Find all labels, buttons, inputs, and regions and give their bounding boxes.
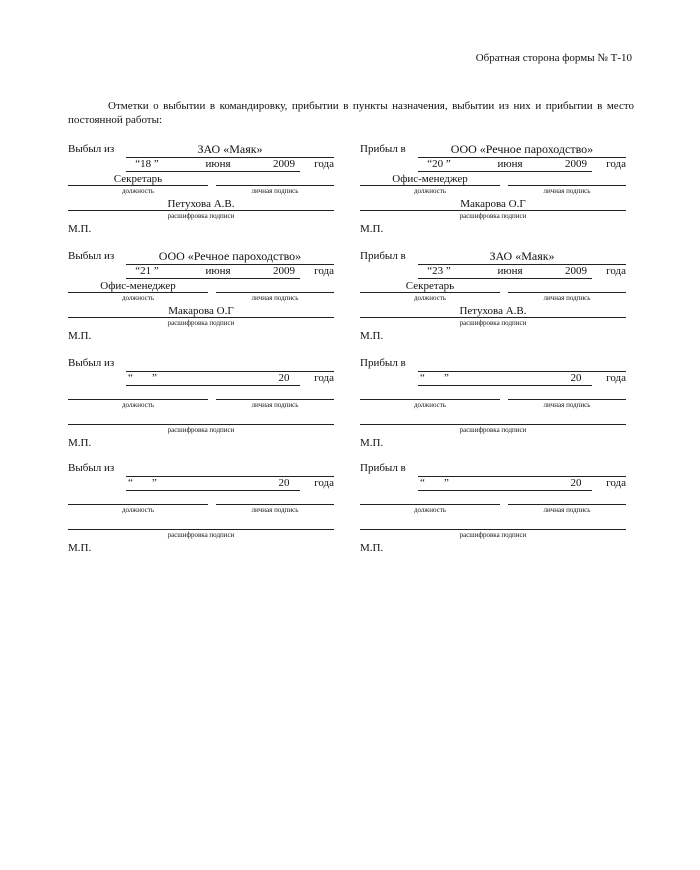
year-line[interactable] [560,490,592,491]
month-value: июня [497,158,523,170]
month-line[interactable] [460,490,560,491]
day-open-quote: “ [128,477,133,489]
month-line[interactable] [460,278,560,279]
signature-caption: личная подпись [543,401,591,409]
direction-label: Прибыл в [360,250,406,262]
direction-label: Выбыл из [68,143,115,155]
day-open-quote: “ [420,477,425,489]
signature-caption: личная подпись [543,294,591,302]
signature-line[interactable] [508,399,626,400]
name-value: Петухова А.В. [459,305,527,317]
direction-label: Выбыл из [68,250,115,262]
year-word: года [606,477,626,489]
signature-caption: личная подпись [251,401,299,409]
place-line[interactable] [418,371,626,372]
travel-mark-block [360,143,626,243]
decoding-line[interactable] [68,529,334,530]
position-line[interactable] [360,504,500,505]
year-word: года [606,372,626,384]
day-close-quote: ” [444,477,449,489]
decoding-caption: расшифровка подписи [459,319,527,327]
position-value: Офис-менеджер [392,173,468,185]
signature-caption: личная подпись [251,506,299,514]
stamp-label: М.П. [68,223,92,235]
travel-mark-block [68,143,334,243]
year-value: 2009 [565,158,587,170]
year-word: года [606,265,626,277]
year-word: года [314,265,334,277]
position-value: Секретарь [405,280,455,292]
day-value: “20 ” [427,158,451,170]
year-line[interactable] [560,171,592,172]
year-value: 20 [278,372,290,384]
travel-mark-block [360,250,626,350]
form-reference: Обратная сторона формы № Т-10 [475,52,632,64]
stamp-label: М.П. [360,330,384,342]
day-close-quote: ” [152,477,157,489]
position-line[interactable] [360,185,500,186]
year-word: года [314,477,334,489]
name-value: Макарова О.Г [460,198,526,210]
place-line[interactable] [126,476,334,477]
place-value: ООО «Речное пароходство» [450,142,594,156]
place-value: ООО «Речное пароходство» [158,249,302,263]
month-line[interactable] [168,171,268,172]
direction-label: Прибыл в [360,462,406,474]
decoding-line[interactable] [68,317,334,318]
direction-label: Прибыл в [360,143,406,155]
position-value: Офис-менеджер [100,280,176,292]
place-value: ЗАО «Маяк» [489,249,555,263]
decoding-line[interactable] [68,210,334,211]
travel-mark-block [360,357,626,457]
position-caption: должность [121,187,155,195]
stamp-label: М.П. [360,437,384,449]
decoding-caption: расшифровка подписи [459,426,527,434]
day-line[interactable] [418,171,460,172]
day-value: “23 ” [427,265,451,277]
decoding-caption: расшифровка подписи [459,212,527,220]
place-line[interactable] [126,371,334,372]
year-value: 2009 [273,265,295,277]
signature-caption: личная подпись [251,187,299,195]
direction-label: Прибыл в [360,357,406,369]
position-line[interactable] [68,399,208,400]
travel-mark-block [68,357,334,457]
month-line[interactable] [460,385,560,386]
decoding-line[interactable] [360,317,626,318]
decoding-caption: расшифровка подписи [167,212,235,220]
stamp-label: М.П. [360,223,384,235]
intro-text: Отметки о выбытии в командировку, прибытии в пункты назначения, выбытии из них и прибытии в место постоянной работы: [68,100,634,126]
position-line[interactable] [68,292,208,293]
year-value: 2009 [565,265,587,277]
decoding-line[interactable] [68,424,334,425]
day-value: “18 ” [135,158,159,170]
direction-label: Выбыл из [68,357,115,369]
position-caption: должность [121,401,155,409]
day-line[interactable] [126,490,168,491]
day-open-quote: “ [420,372,425,384]
day-line[interactable] [126,171,168,172]
year-line[interactable] [268,385,300,386]
decoding-caption: расшифровка подписи [459,531,527,539]
position-line[interactable] [360,292,500,293]
signature-line[interactable] [508,185,626,186]
decoding-caption: расшифровка подписи [167,319,235,327]
decoding-line[interactable] [360,424,626,425]
decoding-line[interactable] [360,529,626,530]
signature-line[interactable] [216,185,334,186]
signature-caption: личная подпись [543,187,591,195]
day-line[interactable] [418,278,460,279]
year-word: года [606,158,626,170]
signature-line[interactable] [216,504,334,505]
year-line[interactable] [268,490,300,491]
day-line[interactable] [126,278,168,279]
place-value: ЗАО «Маяк» [197,142,263,156]
signature-line[interactable] [216,399,334,400]
day-close-quote: ” [152,372,157,384]
year-word: года [314,158,334,170]
stamp-label: М.П. [360,542,384,554]
month-line[interactable] [460,171,560,172]
position-line[interactable] [360,399,500,400]
decoding-caption: расшифровка подписи [167,426,235,434]
month-value: июня [205,265,231,277]
position-caption: должность [121,294,155,302]
day-value: “21 ” [135,265,159,277]
stamp-label: М.П. [68,542,92,554]
position-value: Секретарь [113,173,163,185]
name-value: Петухова А.В. [167,198,235,210]
position-line[interactable] [68,504,208,505]
year-value: 20 [570,372,582,384]
day-line[interactable] [418,385,460,386]
year-line[interactable] [268,171,300,172]
month-line[interactable] [168,490,268,491]
year-value: 2009 [273,158,295,170]
signature-line[interactable] [216,292,334,293]
year-value: 20 [278,477,290,489]
name-value: Макарова О.Г [168,305,234,317]
year-line[interactable] [560,385,592,386]
position-caption: должность [413,187,447,195]
position-line[interactable] [68,185,208,186]
year-line[interactable] [268,278,300,279]
day-close-quote: ” [444,372,449,384]
month-value: июня [205,158,231,170]
decoding-caption: расшифровка подписи [167,531,235,539]
stamp-label: М.П. [68,437,92,449]
position-caption: должность [413,506,447,514]
stamp-label: М.П. [68,330,92,342]
day-open-quote: “ [128,372,133,384]
year-word: года [314,372,334,384]
signature-line[interactable] [508,292,626,293]
signature-line[interactable] [508,504,626,505]
position-caption: должность [413,401,447,409]
position-caption: должность [121,506,155,514]
day-line[interactable] [126,385,168,386]
month-value: июня [497,265,523,277]
day-line[interactable] [418,490,460,491]
year-value: 20 [570,477,582,489]
month-line[interactable] [168,385,268,386]
place-line[interactable] [418,476,626,477]
travel-mark-block [360,462,626,562]
year-line[interactable] [560,278,592,279]
position-caption: должность [413,294,447,302]
travel-mark-block [68,250,334,350]
signature-caption: личная подпись [543,506,591,514]
travel-mark-block [68,462,334,562]
signature-caption: личная подпись [251,294,299,302]
month-line[interactable] [168,278,268,279]
direction-label: Выбыл из [68,462,115,474]
decoding-line[interactable] [360,210,626,211]
